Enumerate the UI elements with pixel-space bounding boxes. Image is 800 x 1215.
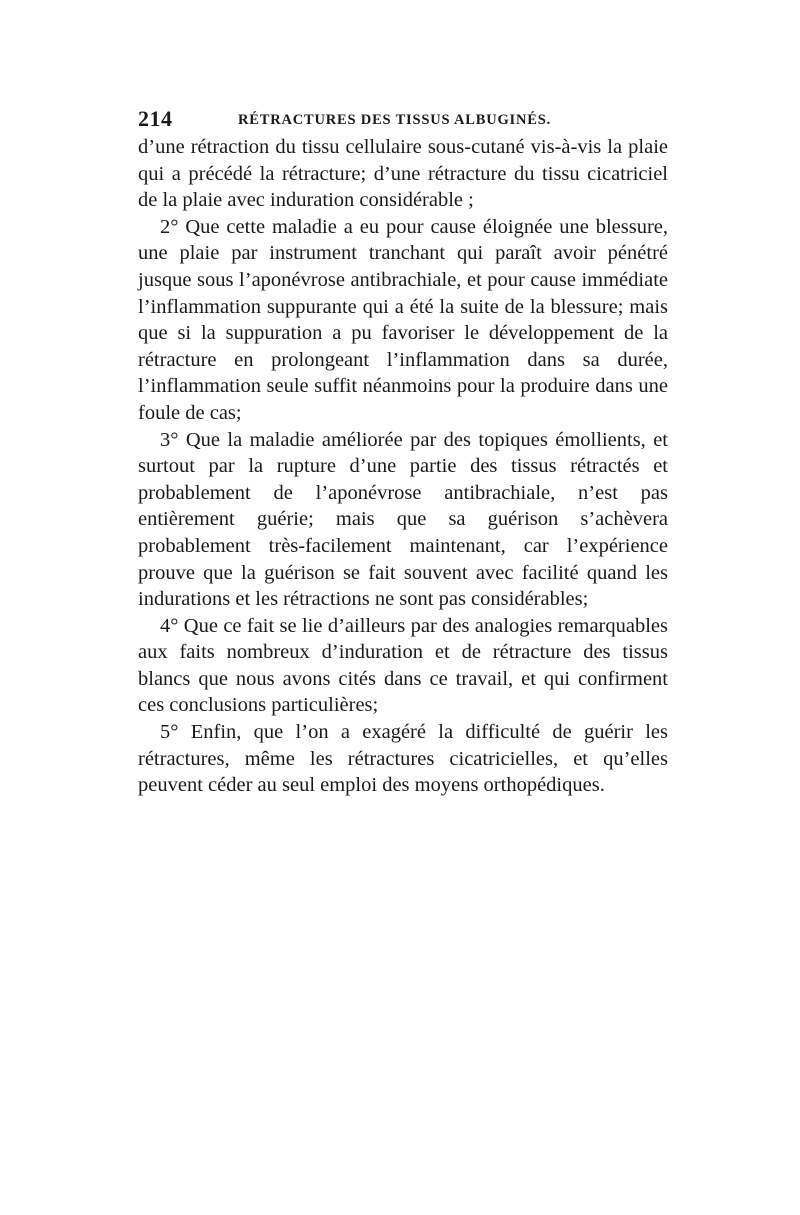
- paragraph-conclusion-4: 4° Que ce fait se lie d’ailleurs par des analogies remarquables aux faits nombreux d’induration et de rétracture des tissus blancs que nous avons cités dans ce travail, et qui confirment ces conclusions particulières;: [138, 614, 668, 717]
- book-page: [138, 104, 668, 799]
- paragraph-conclusion-3: 3° Que la maladie améliorée par des topiques émollients, et surtout par la rupture d’une partie des tissus rétractés et probablement de l’aponévrose antibrachiale, n’est pas entièrement guérie; mais que sa guérison s’achèvera probablement très-facilement maintenant, car l’expérience prouve que la guérison se fait souvent avec facilité quand les indurations et les rétractions ne sont pas considérables;: [138, 428, 668, 611]
- page-header: [138, 104, 668, 132]
- body-text: [138, 134, 668, 799]
- paragraph-continuation: d’une rétraction du tissu cellulaire sous-cutané vis-à-vis la plaie qui a précédé la rétracture; d’une rétracture du tissu cicatriciel de la plaie avec induration considérable ;: [138, 136, 668, 212]
- paragraph-conclusion-5: 5° Enfin, que l’on a exagéré la difficulté de guérir les rétractures, même les rétractures cicatricielles, et qu’elles peuvent céder au seul emploi des moyens orthopédiques.: [138, 721, 668, 797]
- paragraph-conclusion-2: 2° Que cette maladie a eu pour cause éloignée une blessure, une plaie par instrument tranchant qui paraît avoir pénétré jusque sous l’aponévrose antibrachiale, et pour cause immédiate l’inflammation suppurante qui a été la suite de la blessure; mais que si la suppuration a pu favoriser le développement de la rétracture en prolongeant l’inflammation dans sa durée, l’inflammation seule suffit néanmoins pour la produire dans une foule de cas;: [138, 215, 668, 424]
- running-title: RÉTRACTURES DES TISSUS ALBUGINÉS.: [238, 112, 552, 128]
- page-number: 214: [138, 106, 173, 131]
